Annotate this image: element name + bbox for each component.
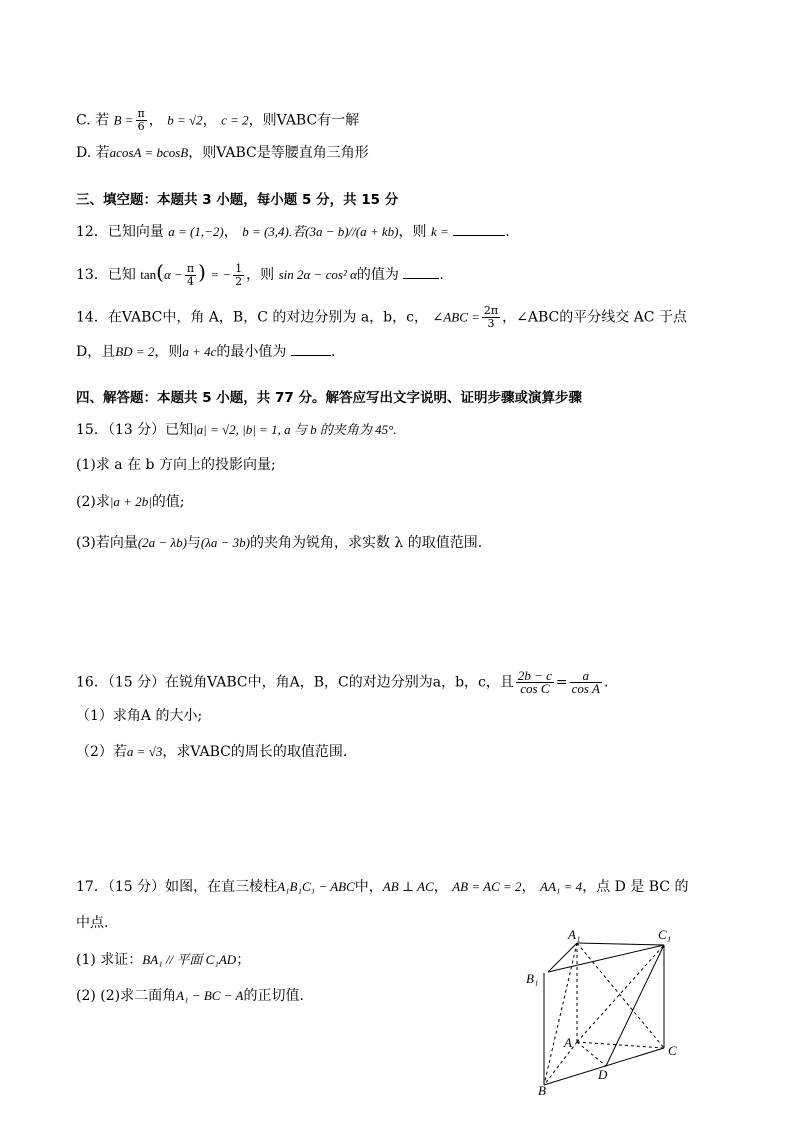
edge-a-c [577, 1042, 664, 1048]
q17-line-2: 中点. [76, 915, 109, 931]
option-c-b-cond: b = √2 [167, 112, 203, 128]
edge-a1-c [577, 943, 664, 1048]
q15-part-2: (2)求|a + 2b|的值; [76, 494, 185, 510]
option-c-c-cond: c = 2 [221, 112, 249, 128]
label-b: B [538, 1083, 546, 1097]
label-c1: C₁ [658, 927, 672, 942]
option-d-conclusion: ，则VABC是等腰直角三角形 [188, 145, 369, 161]
option-c: C. 若 B = $\frac{\pi}{6}$ ， b = √2， c = 2，则VABC有一解 [76, 107, 360, 133]
label-c: C [668, 1043, 677, 1058]
q12-answer-blank [453, 223, 505, 236]
option-d-pre: 若 [95, 145, 110, 161]
question-16: 16．（15 分）在锐角VABC中，角A，B，C的对边分别为a，b，c，且 $\frac{2b - c}{\text{cos C}}$ = $\frac{a}{\text{cos A}}$ . [76, 668, 609, 696]
option-c-label: C. [76, 112, 91, 129]
q13-num: 13． [76, 267, 108, 283]
label-b1: B₁ [526, 971, 539, 986]
q17-part-1: (1) 求证：BA₁ // 平面 C₁AD； [76, 952, 251, 968]
edge-a1-b [544, 943, 577, 1085]
q16-part-2: （2）若a = √3，求VABC的周长的取值范围. [76, 744, 348, 760]
q14-num: 14． [76, 309, 108, 326]
edge-a1-c1 [577, 943, 664, 945]
option-c-pre: 若 [95, 112, 110, 129]
q12-num: 12． [76, 224, 108, 240]
q13-answer-blank [403, 266, 439, 279]
question-14: 14．在VABC中，角 A，B，C 的对边分别为 a，b，c， ∠ABC = $\frac{2\pi}{3}$ ，∠ABC的平分线交 AC 于点 [76, 304, 687, 330]
label-a: A [564, 1035, 572, 1050]
edge-a-b [544, 1042, 577, 1085]
q14-answer-blank [291, 343, 331, 356]
question-15: 15．（13 分）已知|a| = √2, |b| = 1, a 与 b 的夹角为 45°. [76, 422, 397, 438]
question-12: 12．已知向量 a = (1,−2)， b = (3,4).若(3a − b)//(a + kb)，则 k = . [76, 224, 510, 240]
question-14-cont: D，且BD = 2，则a + 4c的最小值为 . [76, 344, 336, 360]
label-d: D [598, 1067, 608, 1082]
option-c-conclusion: ，则VABC有一解 [248, 112, 360, 129]
edge-a-c1 [577, 945, 664, 1042]
option-d-cond: acosA = bcosB [109, 145, 189, 160]
edge-b1-c1 [548, 945, 664, 972]
question-13: 13．已知 tan(α − $\frac{\pi}{4}$ ) = − $\frac{1}{2}$ ，则 sin 2α − cos² α的值为 . [76, 260, 444, 288]
question-17: 17．（15 分）如图，在直三棱柱A₁B₁C₁ − ABC中，AB ⊥ AC， AB = AC = 2， AA₁ = 4，点 D 是 BC 的 [76, 879, 689, 895]
edge-a-d [577, 1042, 606, 1066]
prism-figure [520, 925, 700, 1097]
label-a1: A₁ [568, 927, 581, 942]
option-d [76, 143, 369, 163]
section-3-title: 三、填空题：本题共 3 小题，每小题 5 分，共 15 分 [76, 192, 399, 208]
q15-part-3: (3)若向量(2a − λb)与(λa − 3b)的夹角为锐角，求实数 λ 的取值范围. [76, 535, 483, 551]
option-d-label: D. [76, 145, 92, 161]
section-4-title: 四、解答题：本题共 5 小题，共 77 分。解答应写出文字说明、证明步骤或演算步骤 [76, 390, 582, 406]
q16-part-1: （1）求角A 的大小; [76, 708, 203, 724]
edge-b1-a1 [548, 943, 577, 972]
q15-part-1: (1)求 a 在 b 方向上的投影向量; [76, 457, 276, 473]
q17-part-2: (2) (2)求二面角A₁ − BC − A的正切值. [76, 988, 304, 1004]
